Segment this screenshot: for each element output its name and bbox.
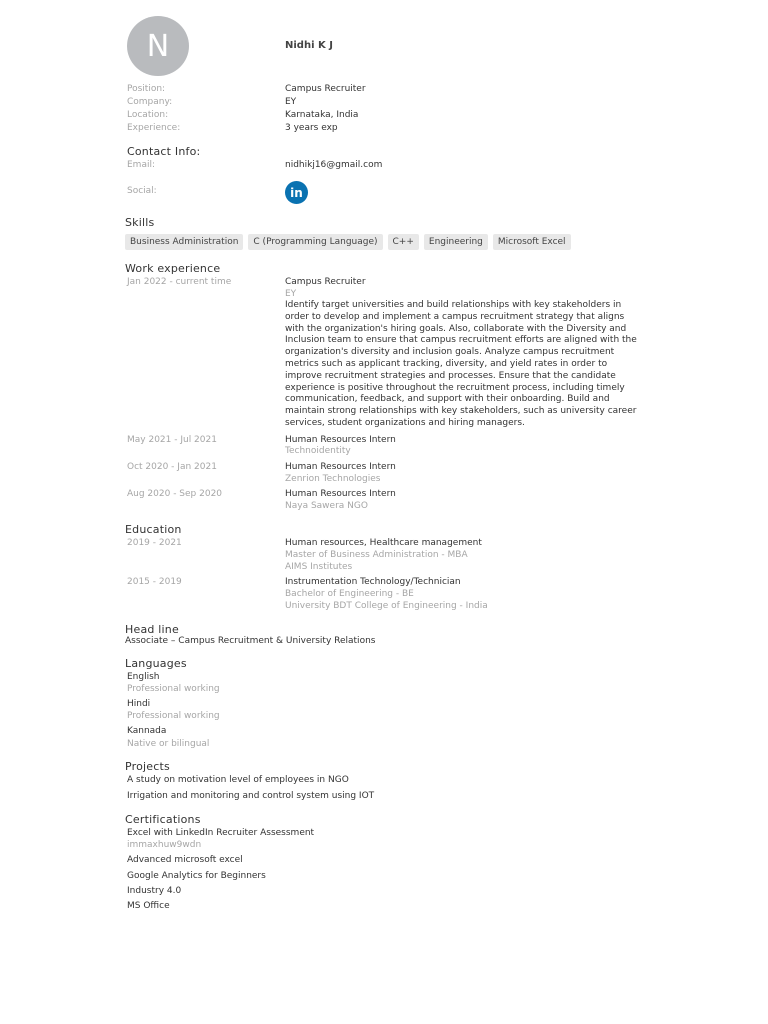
education-school: University BDT College of Engineering - India: [285, 601, 488, 611]
work-dates: May 2021 - Jul 2021: [127, 435, 217, 445]
skill-chip: Business Administration: [125, 234, 243, 250]
work-heading: Work experience: [125, 262, 221, 275]
position-label: Position:: [127, 84, 166, 94]
skill-chip: C++: [388, 234, 419, 250]
work-description: Identify target universities and build relationships with key stakeholders in order to develop and implement a campus recruitment strategy that aligns with the organization's hiring goals. Also, collaborate with the Diversity and Inclusion team to ensure that campus recruitment efforts are aligned with the organization's diversity and inclusion goals. Analyze campus recruitment metrics such as applicant tracking, diversity, and yield rates in order to improve recruitment strategies and processes. Ensure that the candidate experience is positive throughout the recruitment process, including timely communication, feedback, and support with their onboarding. Build and maintain strong relationships with key stakeholders, such as university career services, student organizations and hiring managers.: [285, 300, 637, 428]
education-heading: Education: [125, 523, 182, 536]
work-title: Human Resources Intern: [285, 489, 396, 499]
languages-heading: Languages: [125, 657, 187, 670]
education-school: AIMS Institutes: [285, 562, 353, 572]
social-label: Social:: [127, 186, 157, 196]
experience-label: Experience:: [127, 123, 181, 133]
work-company: Naya Sawera NGO: [285, 501, 368, 511]
headline-text: Associate – Campus Recruitment & University Relations: [125, 636, 376, 646]
linkedin-icon[interactable]: [285, 181, 308, 204]
position-value: Campus Recruiter: [285, 84, 366, 94]
projects-heading: Projects: [125, 760, 170, 773]
project-item: Irrigation and monitoring and control system using IOT: [127, 791, 375, 801]
certification-name: Google Analytics for Beginners: [127, 871, 266, 881]
education-degree: Bachelor of Engineering - BE: [285, 589, 414, 599]
avatar: [127, 16, 189, 76]
profile-name: Nidhi K J: [285, 40, 333, 51]
skill-chip: Microsoft Excel: [493, 234, 571, 250]
work-dates: Jan 2022 - current time: [127, 277, 232, 287]
email-label: Email:: [127, 160, 156, 170]
work-company: Technoidentity: [285, 446, 351, 456]
language-level: Professional working: [127, 711, 220, 721]
work-dates: Oct 2020 - Jan 2021: [127, 462, 217, 472]
location-label: Location:: [127, 110, 169, 120]
location-value: Karnataka, India: [285, 110, 359, 120]
email-link[interactable]: nidhikj16@gmail.com: [285, 160, 383, 170]
experience-value: 3 years exp: [285, 123, 338, 133]
education-degree: Master of Business Administration - MBA: [285, 550, 468, 560]
work-company: EY: [285, 289, 297, 299]
linkedin-glyph: in: [290, 185, 303, 200]
certification-name: Advanced microsoft excel: [127, 855, 243, 865]
work-dates: Aug 2020 - Sep 2020: [127, 489, 223, 499]
skills-list: [125, 234, 571, 250]
headline-heading: Head line: [125, 623, 179, 636]
language-name: English: [127, 672, 160, 682]
certification-id: immaxhuw9wdn: [127, 840, 202, 850]
contact-heading: Contact Info:: [127, 145, 201, 158]
education-field: Human resources, Healthcare management: [285, 538, 482, 548]
work-title: Human Resources Intern: [285, 435, 396, 445]
work-company: Zenrion Technologies: [285, 474, 381, 484]
work-title: Campus Recruiter: [285, 277, 366, 287]
language-level: Native or bilingual: [127, 739, 210, 749]
avatar-initial: N: [146, 28, 170, 64]
certification-name: Excel with LinkedIn Recruiter Assessment: [127, 828, 315, 838]
certification-name: MS Office: [127, 901, 170, 911]
work-title: Human Resources Intern: [285, 462, 396, 472]
education-dates: 2015 - 2019: [127, 577, 182, 587]
skill-chip: Engineering: [424, 234, 488, 250]
skill-chip: C (Programming Language): [248, 234, 382, 250]
company-value: EY: [285, 97, 297, 107]
project-item: A study on motivation level of employees in NGO: [127, 775, 349, 785]
education-field: Instrumentation Technology/Technician: [285, 577, 461, 587]
certifications-heading: Certifications: [125, 813, 201, 826]
certification-name: Industry 4.0: [127, 886, 182, 896]
language-name: Kannada: [127, 726, 167, 736]
education-dates: 2019 - 2021: [127, 538, 182, 548]
language-name: Hindi: [127, 699, 151, 709]
language-level: Professional working: [127, 684, 220, 694]
company-label: Company:: [127, 97, 173, 107]
skills-heading: Skills: [125, 216, 155, 229]
